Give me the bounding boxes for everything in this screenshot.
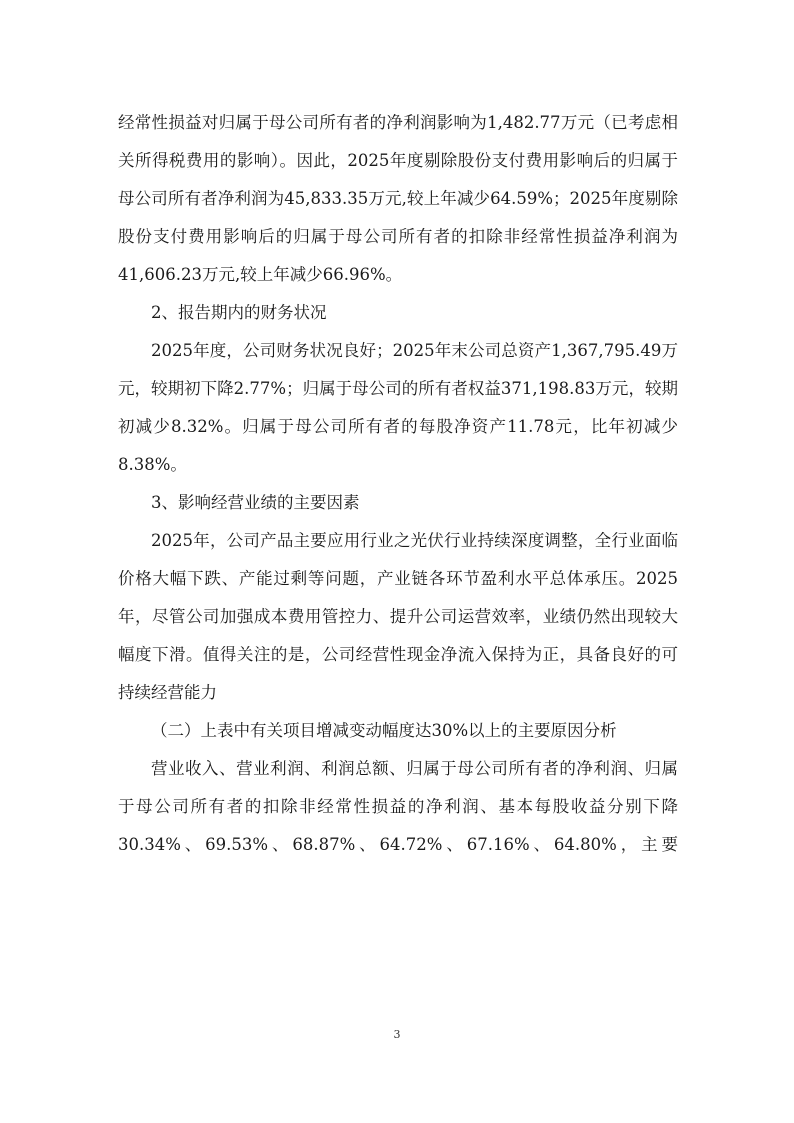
heading-change-analysis: （二）上表中有关项目增减变动幅度达30%以上的主要原因分析 [151,721,617,740]
paragraph-financial-condition: 2025年度，公司财务状况良好；2025年末公司总资产1,367,795.49万元，较期初下降2.77%；归属于母公司的所有者权益371,198.83万元，较期初减少8.32%。归属于母公司所有者的每股净资产11.78元，比年初减少8.38%。 [118,341,678,474]
page-number: 3 [393,1028,401,1041]
paragraph-net-profit-summary: 经常性损益对归属于母公司所有者的净利润影响为1,482.77万元（已考虑相关所得税费用的影响）。因此，2025年度剔除股份支付费用影响后的归属于母公司所有者净利润为45,833.35万元,较上年减少64.59%；2025年度剔除股份支付费用影响后的归属于母公司所有者的扣除非经常性损益净利润为41,606.23万元,较上年减少66.96%。 [118,113,678,284]
body-text [118,104,678,864]
paragraph-performance-factors: 2025年，公司产品主要应用行业之光伏行业持续深度调整，全行业面临价格大幅下跌、产能过剩等问题，产业链各环节盈利水平总体承压。2025年，尽管公司加强成本费用管控力、提升公司运营效率，业绩仍然出现较大幅度下滑。值得关注的是，公司经营性现金净流入保持为正，具备良好的可持续经营能力 [118,531,678,702]
paragraph-change-analysis: 营业收入、营业利润、利润总额、归属于母公司所有者的净利润、归属于母公司所有者的扣除非经常性损益的净利润、基本每股收益分别下降30.34%、69.53%、68.87%、64.72%、67.16%、64.80%，主要 [118,759,678,854]
heading-financial-condition: 2、报告期内的财务状况 [151,303,327,322]
heading-performance-factors: 3、影响经营业绩的主要因素 [151,493,360,512]
